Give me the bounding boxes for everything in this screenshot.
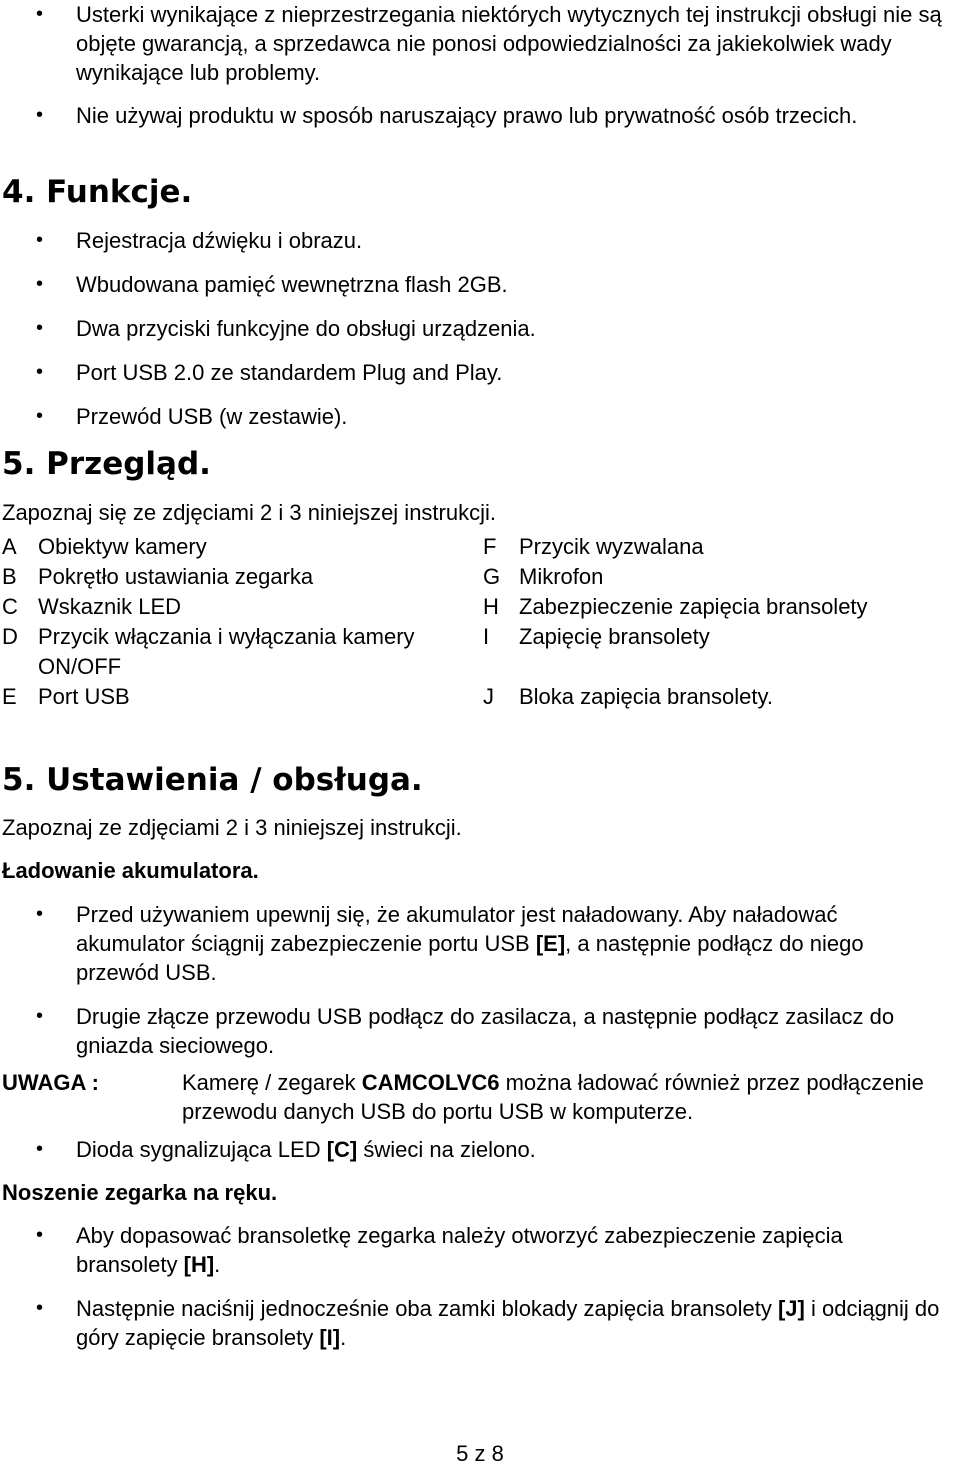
legend-label: Bloka zapięcia bransolety. <box>519 684 773 709</box>
legend-label: Zabezpieczenie zapięcia bransolety <box>519 594 868 619</box>
list-item: • Przed używaniem upewnij się, że akumulator jest naładowany. Aby naładować akumulator ściągnij zabezpieczenie portu USB [E], a następnie podłącz do niego przewód USB. <box>36 902 864 985</box>
intro-bullet-list <box>0 0 945 130</box>
przeglad-intro: Zapoznaj się ze zdjęciami 2 i 3 niniejszej instrukcji. <box>2 500 496 525</box>
list-item: • Dwa przyciski funkcyjne do obsługi urządzenia. <box>36 316 536 341</box>
bullet-icon: • <box>36 273 44 295</box>
bullet-icon: • <box>36 1138 44 1160</box>
legend-label: Mikrofon <box>519 564 604 589</box>
noszenie-title: Noszenie zegarka na ręku. <box>2 1180 278 1205</box>
page-number: 5 z 8 <box>456 1441 504 1466</box>
list-item: • Przewód USB (w zestawie). <box>36 404 348 429</box>
legend-key: I <box>483 624 490 649</box>
bullet-icon: • <box>36 104 44 126</box>
section-heading-przeglad: 5. Przegląd. <box>2 446 211 482</box>
legend-key: G <box>483 564 501 589</box>
legend-key: D <box>2 624 18 649</box>
legend-label: Przycik włączania i wyłączania kamery ON/OFF <box>38 624 415 679</box>
legend-key: H <box>483 594 499 619</box>
bullet-icon: • <box>36 1005 44 1027</box>
noszenie-list <box>0 1221 945 1352</box>
ladowanie-title: Ładowanie akumulatora. <box>2 858 259 883</box>
legend-key: A <box>2 534 17 559</box>
ladowanie-list <box>0 900 945 1060</box>
ustawienia-intro: Zapoznaj ze zdjęciami 2 i 3 niniejszej instrukcji. <box>2 815 462 840</box>
list-item: • Port USB 2.0 ze standardem Plug and Play. <box>36 360 503 385</box>
bullet-icon: • <box>36 1297 44 1319</box>
bullet-icon: • <box>36 903 44 925</box>
legend-label: Zapięcię bransolety <box>519 624 710 649</box>
bullet-icon: • <box>36 405 44 427</box>
list-item: • Rejestracja dźwięku i obrazu. <box>36 228 363 253</box>
legend-key: B <box>2 564 17 589</box>
funkcje-list <box>0 226 945 431</box>
dioda-list <box>0 1135 945 1164</box>
section-heading-funkcje: 4. Funkcje. <box>2 174 193 210</box>
legend-label: Przycik wyzwalana <box>519 534 704 559</box>
uwaga-text: Kamerę / zegarek CAMCOLVC6 można ładować również przez podłączenie przewodu danych USB do portu USB w komputerze. <box>182 1070 924 1124</box>
bullet-icon: • <box>36 317 44 339</box>
parts-legend <box>0 532 939 712</box>
legend-key: E <box>2 684 17 709</box>
list-item: • Usterki wynikające z nieprzestrzegania niektórych wytycznych tej instrukcji obsługi nie są objęte gwarancją, a sprzedawca nie ponosi odpowiedzialności za jakiekolwiek wady wynikające lub problemy. <box>36 2 942 85</box>
section-heading-ustawienia: 5. Ustawienia / obsługa. <box>2 762 423 798</box>
uwaga-note <box>0 1068 942 1126</box>
legend-key: F <box>483 534 497 559</box>
legend-label: Wskaznik LED <box>38 594 182 619</box>
list-item: • Drugie złącze przewodu USB podłącz do zasilacza, a następnie podłącz zasilacz do gniazda sieciowego. <box>36 1004 895 1058</box>
legend-key: C <box>2 594 18 619</box>
legend-label: Pokrętło ustawiania zegarka <box>38 564 314 589</box>
bullet-icon: • <box>36 1224 44 1246</box>
list-item: • Następnie naciśnij jednocześnie oba zamki blokady zapięcia bransolety [J] i odciągnij do góry zapięcie bransolety [I]. <box>36 1296 940 1350</box>
legend-label: Obiektyw kamery <box>38 534 207 559</box>
uwaga-label: UWAGA : <box>2 1070 99 1095</box>
list-item: • Dioda sygnalizująca LED [C] świeci na zielono. <box>36 1137 536 1162</box>
bullet-icon: • <box>36 229 44 251</box>
list-item: • Wbudowana pamięć wewnętrzna flash 2GB. <box>36 272 508 297</box>
bullet-icon: • <box>36 3 44 25</box>
bullet-icon: • <box>36 361 44 383</box>
list-item: • Aby dopasować bransoletkę zegarka należy otworzyć zabezpieczenie zapięcia bransolety [H]. <box>36 1223 843 1277</box>
legend-key: J <box>483 684 494 709</box>
legend-label: Port USB <box>38 684 130 709</box>
list-item: • Nie używaj produktu w sposób naruszający prawo lub prywatność osób trzecich. <box>36 103 858 128</box>
